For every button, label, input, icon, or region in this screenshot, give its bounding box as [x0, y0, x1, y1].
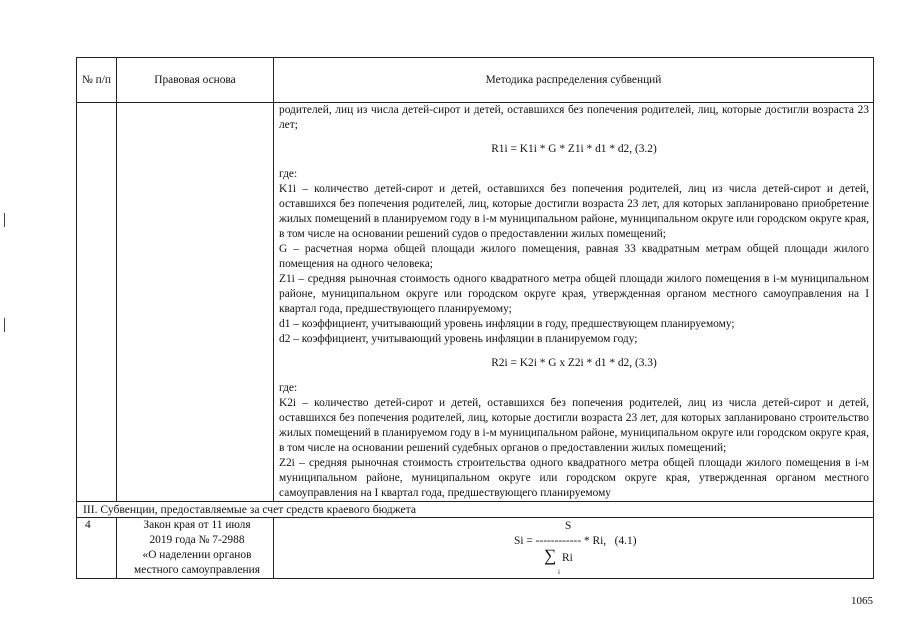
formula-4-1 [274, 518, 873, 576]
where-label: где: [279, 168, 298, 180]
legal-basis-line: «О наделении органов [142, 549, 252, 561]
table-row [77, 103, 874, 502]
header-basis: Правовая основа [117, 58, 274, 103]
binding-mark [4, 318, 5, 332]
legal-basis-cell [117, 518, 274, 579]
table-header-row [77, 58, 874, 103]
definition-g: G – расчетная норма общей площади жилого помещения, равная 33 квадратным метрам общей площади жилого помещения на одного человека; [279, 243, 869, 270]
definition-z1i: Z1i – средняя рыночная стоимость одного квадратного метра общей площади жилого помещения в i-м муниципальном районе, муниципальном округе или городском округе края, утвержденная органом местного самоуправления на I квартал года, предшествующего планируемому; [279, 273, 869, 315]
basis-cell-empty [117, 103, 274, 502]
method-cell [274, 518, 874, 579]
definition-d1: d1 – коэффициент, учитывающий уровень инфляции в году, предшествующем планируемому; [279, 318, 735, 330]
section-row [77, 502, 874, 518]
binding-mark [4, 213, 5, 227]
row-number: 4 [77, 518, 117, 579]
sum-index: i [558, 568, 560, 576]
subsidy-method-table [76, 57, 874, 579]
page-number: 1065 [851, 595, 873, 607]
formula-numerator: S [565, 520, 572, 532]
sum-sign: ∑ [544, 546, 557, 565]
sum-ri: Ri [562, 552, 573, 564]
num-cell-empty [77, 103, 117, 502]
formula-main-line: Si = ------------ * Ri, (4.1) [514, 535, 637, 547]
header-num: № п/п [77, 58, 117, 103]
table-row [77, 518, 874, 579]
definition-d2: d2 – коэффициент, учитывающий уровень инфляции в планируемом году; [279, 333, 638, 345]
where-label: где: [279, 382, 298, 394]
definition-k2i: K2i – количество детей-сирот и детей, оставшихся без попечения родителей, лиц из числа детей-сирот и детей, оставшихся без попечения родителей, лиц, которые достигли возраста 23 лет, для которых запланировано строительство жилых помещений в планируемом году в i-м муниципальном районе, муниципальном округе или городском округе края, в том числе на основании решений судебных органов о предоставлении жилых помещений; [279, 397, 869, 454]
formula-3-3: R2i = K2i * G x Z2i * d1 * d2, (3.3) [491, 357, 657, 369]
continuation-intro: родителей, лиц из числа детей-сирот и детей, оставшихся без попечения родителей, лиц, которые достигли возраста 23 лет; [279, 104, 869, 131]
header-method: Методика распределения субвенций [274, 58, 874, 103]
legal-basis-line: 2019 года № 7-2988 [149, 534, 245, 546]
method-cell [274, 103, 874, 502]
definition-k1i: K1i – количество детей-сирот и детей, оставшихся без попечения родителей, лиц из числа детей-сирот и детей, оставшихся без попечения родителей, лиц, которые достигли возраста 23 лет, для которых запланировано приобретение жилых помещений в планируемом году в i-м муниципальном районе, муниципальном округе или городском округе края, в том числе на основании решений судов о предоставлении жилых помещений; [279, 183, 869, 240]
legal-basis-line: Закон края от 11 июля [143, 519, 251, 531]
definition-z2i: Z2i – средняя рыночная стоимость строительства одного квадратного метра общей площади жилого помещения в i-м муниципальном районе, муниципальном округе или городском округе края, утвержденная органом местного самоуправления на I квартал года, предшествующего планируемому [279, 457, 869, 499]
legal-basis-line: местного самоуправления [134, 564, 260, 576]
section-title: III. Субвенции, предоставляемые за счет средств краевого бюджета [77, 502, 874, 518]
formula-3-2: R1i = K1i * G * Z1i * d1 * d2, (3.2) [491, 143, 657, 155]
